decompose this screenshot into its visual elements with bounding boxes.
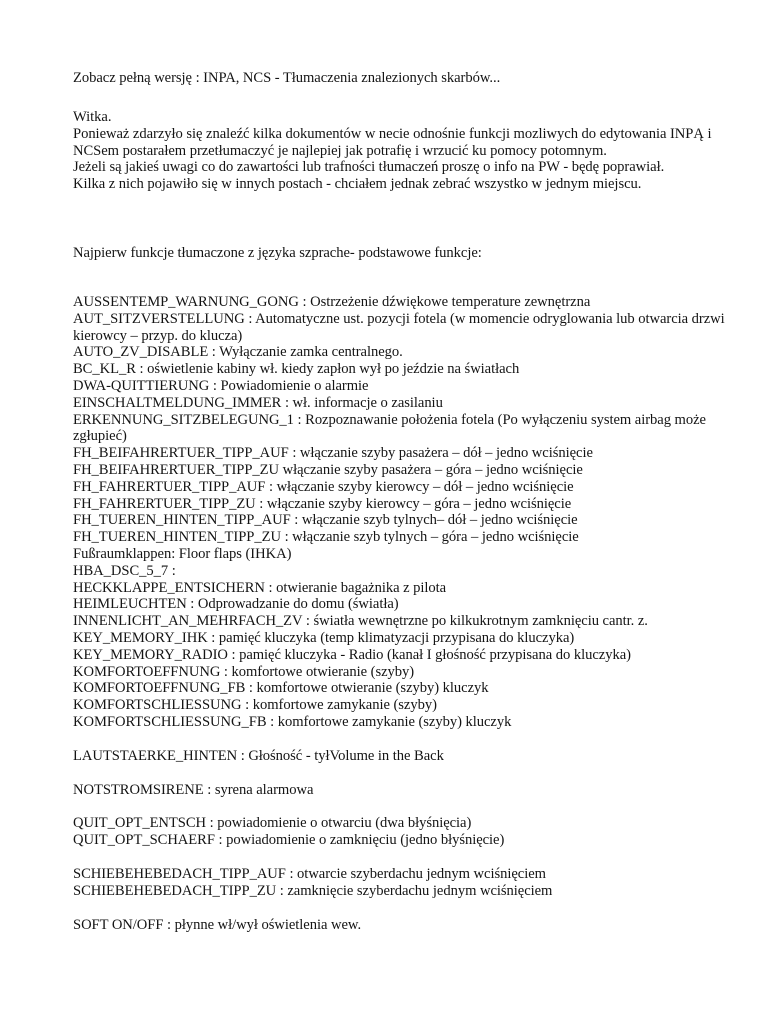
function-entry: SCHIEBEHEBEDACH_TIPP_ZU : zamknięcie szyberdachu jednym wciśnięciem xyxy=(73,882,553,899)
intro-paragraph: Kilka z nich pojawiło się w innych postach - chciałem jednak zebrać wszystko w jednym miejscu. xyxy=(73,176,642,193)
lead-line: Najpierw funkcje tłumaczone z języka szprache- podstawowe funkcje: xyxy=(73,245,482,261)
function-entry: HEIMLEUCHTEN : Odprowadzanie do domu (światła) xyxy=(73,596,399,613)
function-entry: ERKENNUNG_SITZBELEGUNG_1 : Rozpoznawanie położenia fotela (Po wyłączeniu system airbag może zgłupieć) xyxy=(73,411,706,445)
function-entry: EINSCHALTMELDUNG_IMMER : wł. informacje o zasilaniu xyxy=(73,394,443,411)
function-entry: QUIT_OPT_ENTSCH : powiadomienie o otwarciu (dwa błyśnięcia) xyxy=(73,815,472,832)
intro-section xyxy=(73,109,723,193)
function-entry: FH_BEIFAHRERTUER_TIPP_ZU włączanie szyby pasażera – góra – jedno wciśnięcie xyxy=(73,461,583,478)
function-entry: SOFT ON/OFF : płynne wł/wył oświetlenia wew. xyxy=(73,916,362,933)
function-entry: DWA-QUITTIERUNG : Powiadomienie o alarmie xyxy=(73,377,369,394)
function-entry: AUTO_ZV_DISABLE : Wyłączanie zamka centralnego. xyxy=(73,344,403,361)
function-entry: HECKKLAPPE_ENTSICHERN : otwieranie bagażnika z pilota xyxy=(73,579,447,596)
function-entry: HBA_DSC_5_7 : xyxy=(73,562,176,579)
full-version-link[interactable]: Zobacz pełną wersję : INPA, NCS - Tłumaczenia znalezionych skarbów... xyxy=(73,70,501,86)
intro-paragraph: Jeżeli są jakieś uwagi co do zawartości lub trafności tłumaczeń proszę o info na PW - będę poprawiał. xyxy=(73,159,665,176)
function-entry: FH_TUEREN_HINTEN_TIPP_AUF : włączanie szyb tylnych– dół – jedno wciśnięcie xyxy=(73,512,578,529)
function-entry: FH_FAHRERTUER_TIPP_AUF : włączanie szyby kierowcy – dół – jedno wciśnięcie xyxy=(73,478,574,495)
function-entry: NOTSTROMSIRENE : syrena alarmowa xyxy=(73,781,314,798)
function-entry: FH_FAHRERTUER_TIPP_ZU : włączanie szyby kierowcy – góra – jedno wciśnięcie xyxy=(73,495,572,512)
function-group xyxy=(73,815,733,849)
function-entry: FH_TUEREN_HINTEN_TIPP_ZU : włączanie szyb tylnych – góra – jedno wciśnięcie xyxy=(73,529,579,546)
function-entry: FH_BEIFAHRERTUER_TIPP_AUF : włączanie szyby pasażera – dół – jedno wciśnięcie xyxy=(73,445,593,462)
intro-paragraph: Witka. xyxy=(73,109,112,125)
function-entry: LAUTSTAERKE_HINTEN : Głośność - tyłVolume in the Back xyxy=(73,747,444,764)
function-entry: AUT_SITZVERSTELLUNG : Automatyczne ust. pozycji fotela (w momencie odryglowania lub otwarcia drzwi kierowcy – przyp. do klucza) xyxy=(73,310,725,344)
function-entry: KOMFORTOEFFNUNG_FB : komfortowe otwieranie (szyby) kluczyk xyxy=(73,680,489,697)
function-group xyxy=(73,917,733,934)
function-entry: KEY_MEMORY_RADIO : pamięć kluczyka - Radio (kanał I głośność przypisana do kluczyka) xyxy=(73,646,631,663)
function-group xyxy=(73,294,733,731)
function-entry: KOMFORTOEFFNUNG : komfortowe otwieranie (szyby) xyxy=(73,663,415,680)
function-group xyxy=(73,748,733,765)
function-entry: BC_KL_R : oświetlenie kabiny wł. kiedy zapłon wył po jeździe na światłach xyxy=(73,361,520,378)
function-list xyxy=(73,294,733,950)
function-entry: AUSSENTEMP_WARNUNG_GONG : Ostrzeżenie dźwiękowe temperature zewnętrzna xyxy=(73,294,591,310)
function-entry: SCHIEBEHEBEDACH_TIPP_AUF : otwarcie szyberdachu jednym wciśnięciem xyxy=(73,865,546,882)
function-entry: Fußraumklappen: Floor flaps (IHKA) xyxy=(73,545,292,562)
function-group xyxy=(73,866,733,900)
function-entry: KOMFORTSCHLIESSUNG : komfortowe zamykanie (szyby) xyxy=(73,697,437,714)
function-entry: INNENLICHT_AN_MEHRFACH_ZV : światła wewnętrzne po kilkukrotnym zamknięciu cantr. z. xyxy=(73,613,648,630)
function-entry: KEY_MEMORY_IHK : pamięć kluczyka (temp klimatyzacji przypisana do kluczyka) xyxy=(73,629,575,646)
function-group xyxy=(73,782,733,799)
intro-paragraph: Ponieważ zdarzyło się znaleźć kilka dokumentów w necie odnośnie funkcji mozliwych do edytowania INPĄ i NCSem postarałem przetłumaczyć je najlepiej jak potrafię i wrzucić ku pomocy potomnym. xyxy=(73,125,712,159)
function-entry: QUIT_OPT_SCHAERF : powiadomienie o zamknięciu (jedno błyśnięcie) xyxy=(73,832,505,849)
function-entry: KOMFORTSCHLIESSUNG_FB : komfortowe zamykanie (szyby) kluczyk xyxy=(73,713,512,730)
